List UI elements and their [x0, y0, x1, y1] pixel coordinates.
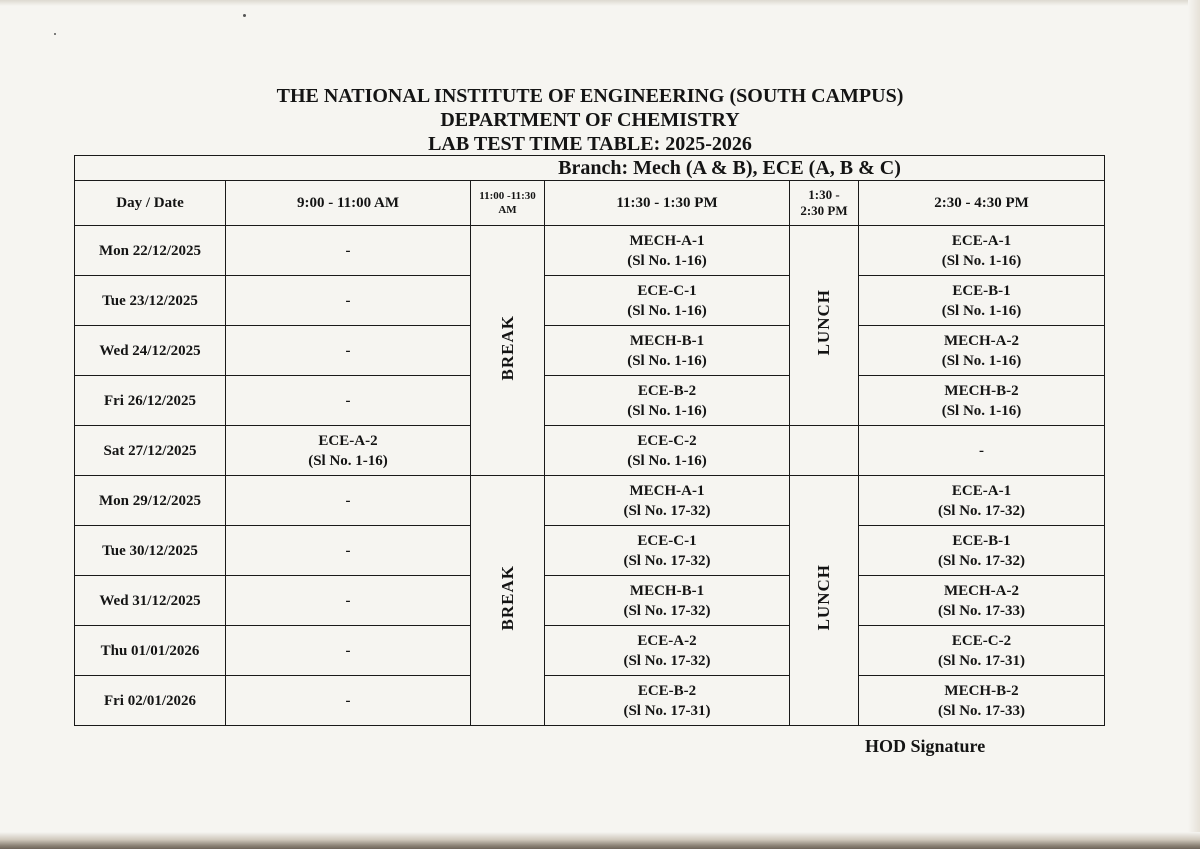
serial-range: (Sl No. 17-31) [623, 702, 711, 719]
batch-code: - [345, 292, 351, 309]
lunch-label: LUNCH [814, 289, 833, 356]
lunch-cell [790, 226, 859, 426]
slot-cell [859, 276, 1105, 326]
column-header-slot1: 9:00 - 11:00 AM [226, 181, 471, 226]
batch-code: ECE-C-1 [637, 532, 697, 549]
slot-cell [226, 526, 471, 576]
branch-row [75, 156, 1105, 181]
batch-code: MECH-B-1 [629, 332, 705, 349]
serial-range: (Sl No. 17-33) [937, 602, 1026, 619]
break-time-line2: AM [498, 204, 517, 216]
table-row [75, 326, 1105, 376]
serial-range: (Sl No. 1-16) [941, 402, 1022, 419]
day-date-cell: Fri 02/01/2026 [75, 676, 226, 726]
scan-edge-bottom [0, 832, 1200, 849]
serial-range: (Sl No. 17-32) [623, 552, 711, 569]
column-header-slot3: 2:30 - 4:30 PM [859, 181, 1105, 226]
slot-cell [545, 376, 790, 426]
batch-code: - [345, 392, 351, 409]
slot-cell [859, 626, 1105, 676]
batch-code: ECE-B-2 [637, 682, 697, 699]
table-row [75, 476, 1105, 526]
slot-cell [226, 226, 471, 276]
slot-cell [859, 576, 1105, 626]
slot-cell [545, 526, 790, 576]
batch-code: MECH-A-2 [944, 582, 1020, 599]
serial-range: (Sl No. 1-16) [627, 252, 707, 269]
day-date-cell: Fri 26/12/2025 [75, 376, 226, 426]
serial-range: (Sl No. 1-16) [941, 352, 1022, 369]
lunch-label: LUNCH [814, 564, 833, 631]
scan-speck [243, 14, 246, 17]
batch-code: MECH-A-1 [629, 232, 705, 249]
slot-cell [545, 676, 790, 726]
day-date-cell: Tue 30/12/2025 [75, 526, 226, 576]
batch-code: - [345, 592, 351, 609]
slot-cell [226, 476, 471, 526]
serial-range: (Sl No. 17-32) [623, 502, 711, 519]
day-date-cell: Wed 24/12/2025 [75, 326, 226, 376]
batch-code: - [345, 642, 351, 659]
table-row [75, 426, 1105, 476]
slot-cell [859, 426, 1105, 476]
serial-range: (Sl No. 17-31) [937, 652, 1026, 669]
slot-cell [545, 626, 790, 676]
lunch-time-line1: 1:30 - [808, 187, 840, 202]
batch-code: MECH-B-2 [944, 382, 1019, 399]
serial-range: (Sl No. 1-16) [627, 402, 707, 419]
break-label: BREAK [497, 564, 517, 631]
batch-code: ECE-A-1 [951, 232, 1012, 249]
institute-name: THE NATIONAL INSTITUTE OF ENGINEERING (SOUTH CAMPUS) [276, 85, 904, 107]
break-time-line1: 11:00 -11:30 [479, 190, 536, 202]
day-date-cell: Sat 27/12/2025 [75, 426, 226, 476]
serial-range: (Sl No. 17-33) [937, 702, 1026, 719]
slot-cell [859, 376, 1105, 426]
day-date-cell: Mon 22/12/2025 [75, 226, 226, 276]
break-label: BREAK [497, 314, 517, 381]
column-header-lunch [790, 181, 859, 226]
serial-range: (Sl No. 1-16) [627, 302, 707, 319]
slot-cell [545, 576, 790, 626]
slot-cell [226, 676, 471, 726]
slot-cell [545, 326, 790, 376]
lunch-empty-cell [790, 426, 859, 476]
slot-cell [859, 476, 1105, 526]
hod-signature-label: HOD Signature [865, 736, 986, 756]
slot-cell [226, 326, 471, 376]
slot-cell [226, 576, 471, 626]
slot-cell [226, 376, 471, 426]
slot-cell [545, 226, 790, 276]
scan-edge-top [0, 0, 1200, 6]
slot-cell [226, 626, 471, 676]
batch-code: ECE-A-2 [637, 632, 697, 649]
batch-code: ECE-B-2 [637, 382, 697, 399]
table-row [75, 626, 1105, 676]
table-row [75, 526, 1105, 576]
batch-code: ECE-C-1 [637, 282, 697, 299]
slot-cell [545, 426, 790, 476]
slot-cell [859, 226, 1105, 276]
serial-range: (Sl No. 1-16) [941, 252, 1022, 269]
serial-range: (Sl No. 17-32) [623, 652, 711, 669]
day-date-cell: Mon 29/12/2025 [75, 476, 226, 526]
day-date-cell: Wed 31/12/2025 [75, 576, 226, 626]
table-row [75, 676, 1105, 726]
column-header-slot2: 11:30 - 1:30 PM [545, 181, 790, 226]
slot-cell [859, 676, 1105, 726]
batch-code: ECE-C-2 [951, 632, 1012, 649]
lunch-cell [790, 476, 859, 726]
batch-code: - [345, 242, 351, 259]
slot-cell [545, 276, 790, 326]
batch-code: MECH-A-1 [629, 482, 705, 499]
header-row [75, 181, 1105, 226]
document-title: LAB TEST TIME TABLE: 2025-2026 [428, 133, 752, 155]
batch-code: - [345, 692, 351, 709]
batch-code: ECE-C-2 [637, 432, 697, 449]
batch-code: MECH-B-1 [629, 582, 705, 599]
batch-code: ECE-A-1 [951, 482, 1012, 499]
day-date-cell: Tue 23/12/2025 [75, 276, 226, 326]
serial-range: (Sl No. 17-32) [623, 602, 711, 619]
column-header-break [471, 181, 545, 226]
slot-cell [545, 476, 790, 526]
batch-code: MECH-A-2 [944, 332, 1020, 349]
break-cell [471, 226, 545, 476]
column-header-day: Day / Date [75, 181, 226, 226]
scan-edge-right [1188, 0, 1200, 849]
break-cell [471, 476, 545, 726]
serial-range: (Sl No. 17-32) [937, 502, 1026, 519]
timetable [74, 155, 1105, 726]
table-row [75, 276, 1105, 326]
slot-cell [226, 426, 471, 476]
serial-range: (Sl No. 1-16) [627, 452, 707, 469]
batch-code: - [345, 542, 351, 559]
department-name: DEPARTMENT OF CHEMISTRY [440, 109, 740, 131]
slot-cell [226, 276, 471, 326]
lunch-time-line2: 2:30 PM [800, 203, 848, 218]
table-row [75, 576, 1105, 626]
table-row [75, 226, 1105, 276]
batch-code: - [345, 492, 351, 509]
serial-range: (Sl No. 1-16) [627, 352, 707, 369]
serial-range: (Sl No. 17-32) [937, 552, 1026, 569]
serial-range: (Sl No. 1-16) [941, 302, 1022, 319]
scan-speck [54, 33, 56, 35]
table-row [75, 376, 1105, 426]
batch-code: ECE-B-1 [952, 282, 1011, 299]
slot-cell [859, 326, 1105, 376]
batch-code: ECE-B-1 [952, 532, 1011, 549]
batch-code: - [979, 442, 985, 459]
day-date-cell: Thu 01/01/2026 [75, 626, 226, 676]
batch-code: - [345, 342, 351, 359]
serial-range: (Sl No. 1-16) [308, 452, 388, 469]
batch-code: MECH-B-2 [944, 682, 1019, 699]
batch-code: ECE-A-2 [318, 432, 378, 449]
branch-label: Branch: Mech (A & B), ECE (A, B & C) [75, 156, 1105, 181]
slot-cell [859, 526, 1105, 576]
document-header [0, 84, 1180, 156]
